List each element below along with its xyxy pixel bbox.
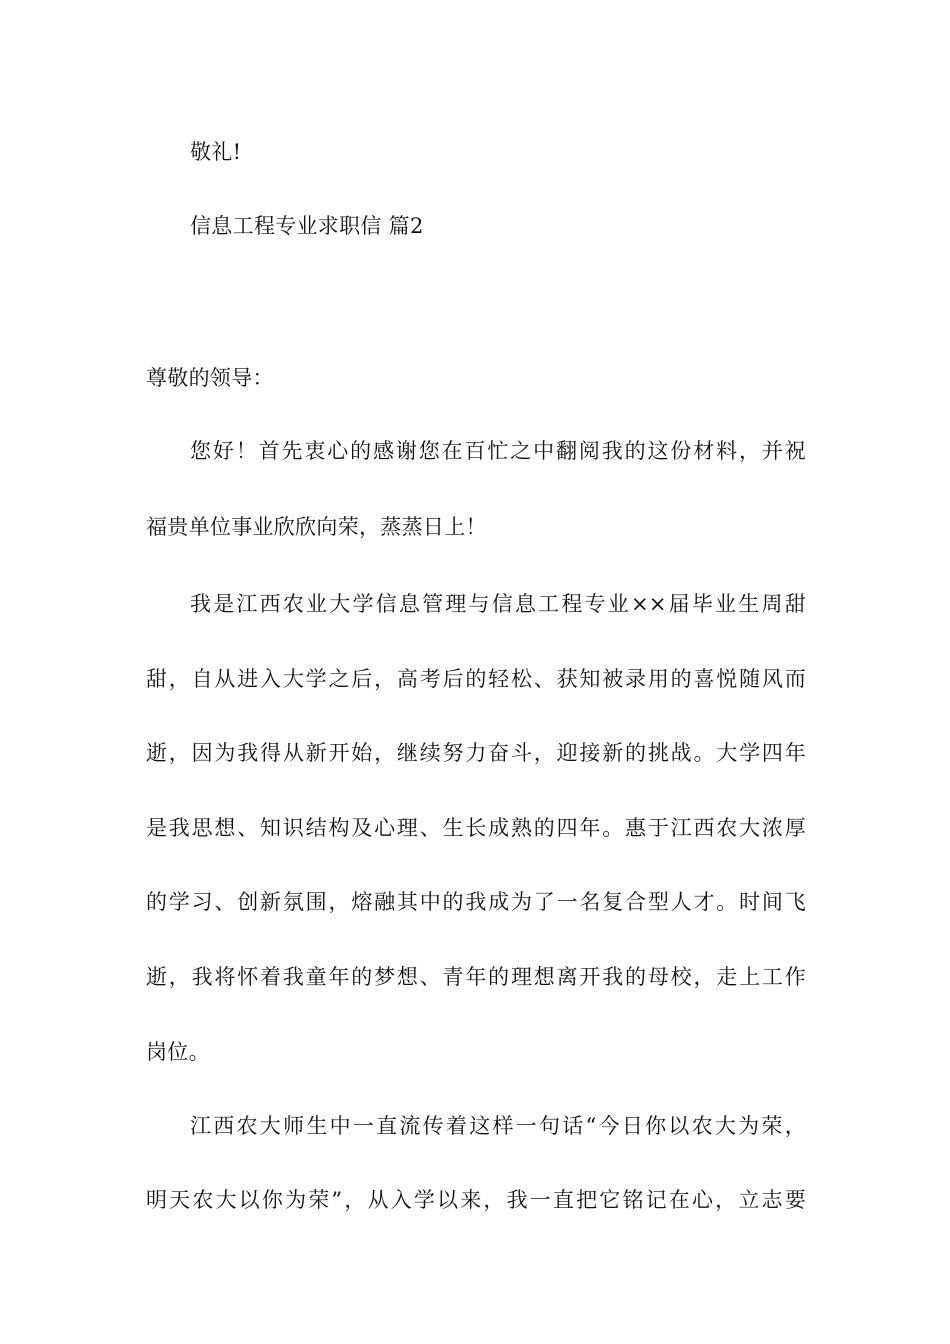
closing-text: 敬礼! xyxy=(190,140,242,164)
paragraph-line: 福贵单位事业欣欣向荣，蒸蒸日上！ xyxy=(146,515,487,539)
paragraph-line: 甜，自从进入大学之后，高考后的轻松、获知被录用的喜悦随风而 xyxy=(146,667,806,691)
paragraph-line: 您好！首先衷心的感谢您在百忙之中翻阅我的这份材料，并祝 xyxy=(190,439,806,463)
paragraph-line: 逝，我将怀着我童年的梦想、青年的理想离开我的母校，走上工作 xyxy=(146,965,806,989)
paragraph-line: 是我思想、知识结构及心理、生长成熟的四年。惠于江西农大浓厚 xyxy=(146,816,806,840)
paragraph-line: 我是江西农业大学信息管理与信息工程专业××届毕业生周甜 xyxy=(190,592,806,616)
section-title: 信息工程专业求职信 篇2 xyxy=(190,214,424,238)
paragraph-line: 明天农大以你为荣”，从入学以来，我一直把它铭记在心，立志要 xyxy=(146,1188,806,1212)
paragraph-line: 的学习、创新氛围，熔融其中的我成为了一名复合型人才。时间飞 xyxy=(146,890,806,914)
paragraph-line: 岗位。 xyxy=(146,1040,210,1064)
salutation: 尊敬的领导： xyxy=(146,366,274,390)
paragraph-line: 江西农大师生中一直流传着这样一句话“今日你以农大为荣， xyxy=(190,1114,806,1138)
paragraph-line: 逝，因为我得从新开始，继续努力奋斗，迎接新的挑战。大学四年 xyxy=(146,741,806,765)
